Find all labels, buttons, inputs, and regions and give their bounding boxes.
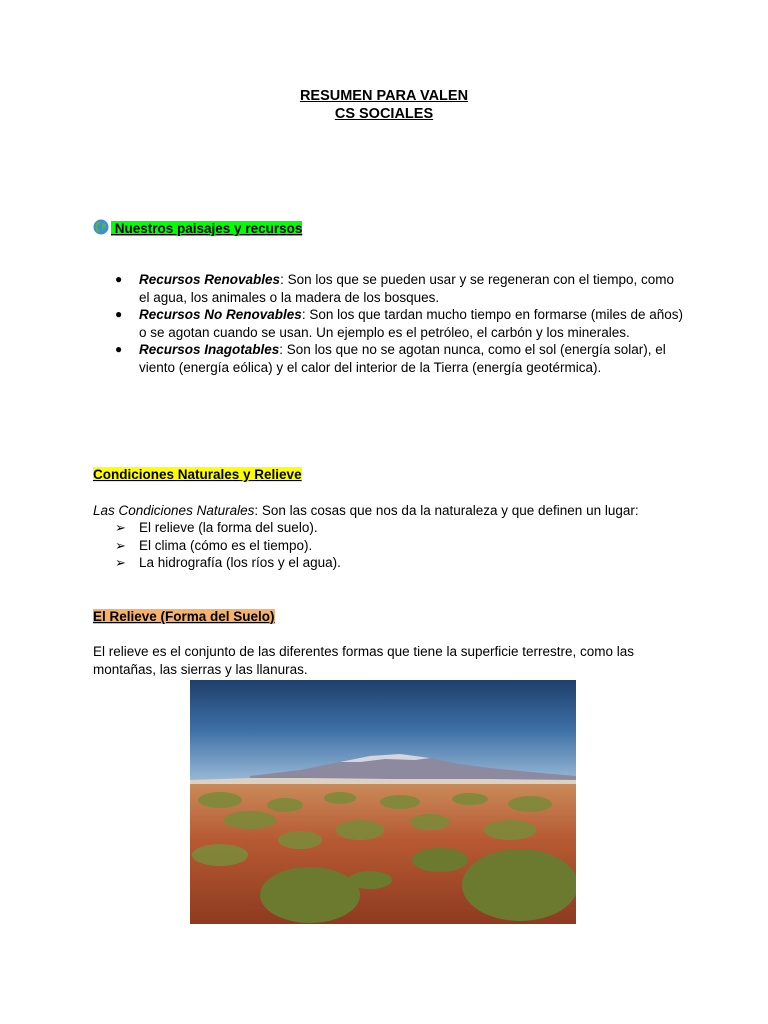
section-heading-label: Condiciones Naturales y Relieve [93,467,302,482]
list-item [93,519,683,537]
item-text: : Son los que no se agotan nunca, como el sol (energía solar), el viento (energía eólica) y el calor del interior de la Tierra (energía geotérmica). [139,342,666,375]
relieve-paragraph: El relieve es el conjunto de las diferentes formas que tiene la superficie terrestre, como las montañas, las sierras y las llanuras. [93,644,635,677]
globe-icon [93,219,109,240]
item-text: : Son los que se pueden usar y se regeneran con el tiempo, como el agua, los animales o la madera de los bosques. [139,272,675,305]
item-text: El clima (cómo es el tiempo). [139,537,313,553]
list-item [93,554,683,572]
item-text: La hidrografía (los ríos y el agua). [139,555,341,570]
item-term: Recursos No Renovables [139,307,302,322]
section-heading-label: Nuestros paisajes y recursos [111,221,303,236]
section-heading-relieve [93,608,275,626]
section-heading-label: El Relieve (Forma del Suelo) [93,609,275,624]
arrow-bullet-icon: ➢ [115,537,126,553]
item-term: Recursos Inagotables [139,342,280,357]
list-item [93,271,683,306]
arrow-bullet-icon: ➢ [115,555,126,570]
conditions-intro [93,502,683,520]
conditions-list [93,519,683,572]
resources-list [93,271,683,376]
item-text: : Son los que tardan mucho tiempo en formarse (miles de años) o se agotan cuando se usan. Un ejemplo es el petróleo, el carbón y los minerales. [139,307,684,340]
bullet-icon: ● [115,307,123,321]
intro-term: Las Condiciones Naturales [93,503,255,518]
section-heading-paisajes [93,219,302,240]
arrow-bullet-icon: ➢ [115,520,126,535]
list-item [93,537,683,555]
intro-text: : Son las cosas que nos da la naturaleza y que definen un lugar: [254,503,639,518]
bullet-icon: ● [115,272,123,286]
page-title: RESUMEN PARA VALEN [299,88,469,104]
item-text: El relieve (la forma del suelo). [139,520,318,535]
item-term: Recursos Renovables [139,272,281,287]
landscape-photo [190,680,576,924]
list-item [93,306,683,341]
list-item [93,341,683,376]
section-heading-condiciones [93,466,302,484]
page-subtitle: CS SOCIALES [334,106,434,122]
bullet-icon: ● [115,342,123,356]
